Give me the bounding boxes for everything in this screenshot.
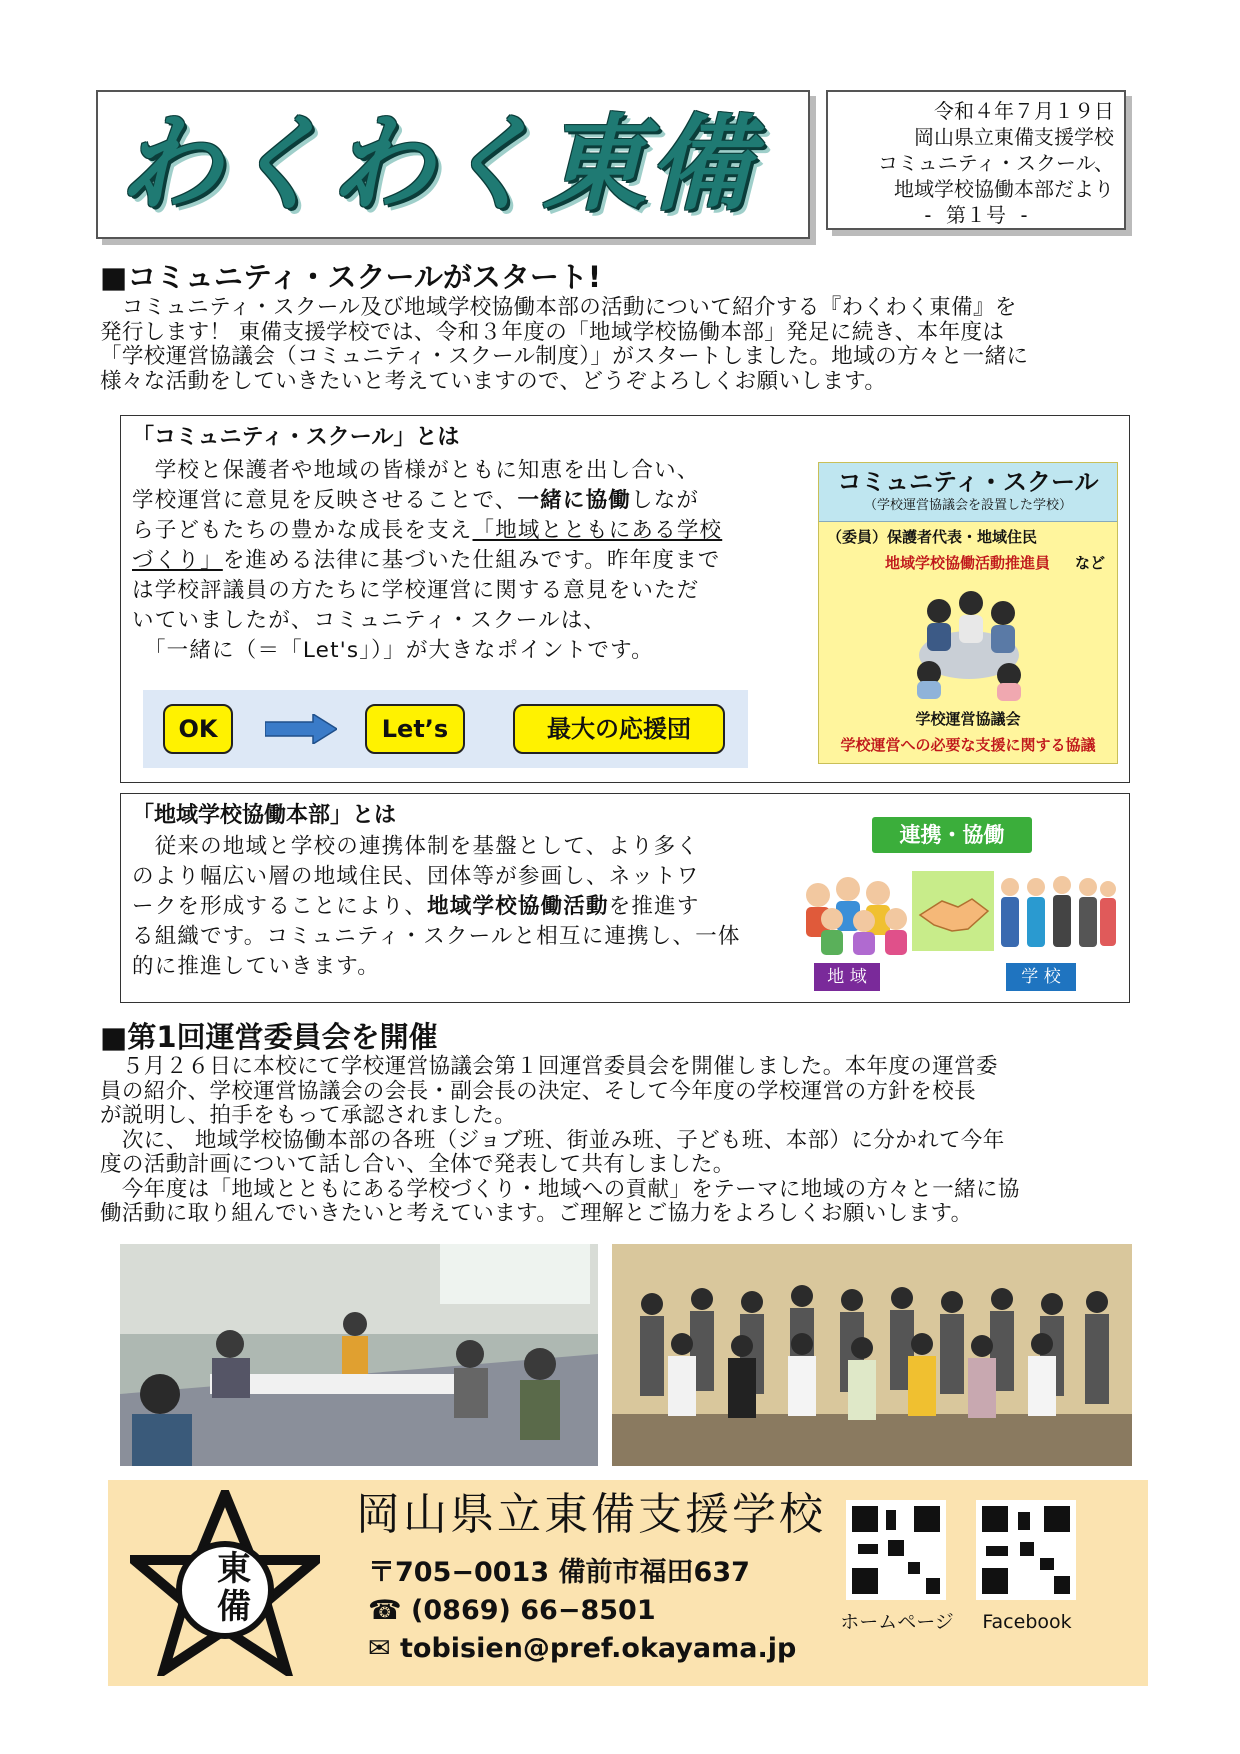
section2-line: が説明し、拍手をもって承認されました。	[100, 1103, 517, 1128]
cs-line	[132, 516, 812, 546]
logo-char: 備	[217, 1587, 251, 1627]
hq-line: る組織です。コミュニティ・スクールと相互に連携し、一体	[132, 924, 741, 949]
meeting-illustration-icon	[899, 581, 1039, 701]
section2-paragraph	[100, 1055, 1150, 1227]
section1-heading: ■コミュニティ・スクールがスタート!	[100, 260, 602, 294]
cs-line	[132, 486, 812, 516]
cs-line: は学校評議員の方たちに学校運営に関する意見をいただ	[132, 578, 700, 603]
community-people-icon	[800, 875, 910, 955]
footer-school-info	[108, 1480, 1148, 1686]
homepage-qr-code[interactable]	[846, 1500, 946, 1600]
hq-line: のより幅広い層の地域住民、団体等が参画し、ネットワ	[132, 864, 700, 889]
ok-label: OK	[163, 704, 233, 754]
community-school-text	[132, 456, 812, 666]
section2-line: 度の活動計画について話し合い、全体で発表して共有しました。	[100, 1152, 735, 1177]
masthead-title-box	[96, 90, 810, 239]
cs-line	[132, 546, 812, 576]
section2-line: 次に、 地域学校協働本部の各班（ジョブ班、街並み班、子ども班、本部）に分かれて今年	[100, 1127, 1005, 1153]
footer-email[interactable]: ✉ tobisien@pref.okayama.jp	[368, 1633, 797, 1664]
cs-panel-council-desc: 学校運営への必要な支援に関する協議	[840, 736, 1096, 754]
lets-label: Let’s	[365, 704, 465, 754]
cs-emphasis: 一緒に協働	[517, 488, 631, 513]
masthead-title: わくわく東備	[118, 103, 755, 225]
section2-line: 員の紹介、学校運営協議会の会長・副会長の決定、そして今年度の学校運営の方針を校長	[100, 1078, 977, 1104]
cs-panel-promoter: 地域学校協働活動推進員	[885, 554, 1051, 572]
hq-line: 従来の地域と学校の連携体制を基盤として、より多く	[132, 834, 700, 859]
facebook-qr-label: Facebook	[982, 1611, 1072, 1633]
facebook-qr-code[interactable]	[976, 1500, 1076, 1600]
cs-line: いていましたが、コミュニティ・スクールは、	[132, 608, 607, 633]
section2-line: ５月２６日に本校にて学校運営協議会第１回運営委員会を開催しました。本年度の運営委	[100, 1054, 998, 1079]
cs-line: 「一緒に（＝「Let's」）」が大きなポイントです。	[132, 638, 654, 663]
issue-date: 令和４年７月１９日	[934, 99, 1114, 123]
cs-text: 学校運営に意見を反映させることで、	[132, 488, 518, 513]
community-hq-text	[132, 832, 782, 982]
section2-line: 働活動に取り組んでいきたいと考えています。ご理解とご協力をよろしくお願いします。	[100, 1201, 973, 1226]
cs-panel-subtitle: （学校運営協議会を設置した学校）	[863, 498, 1072, 513]
cs-panel-etc: など	[1075, 554, 1106, 572]
handshake-icon	[912, 871, 994, 951]
cs-line: 学校と保護者や地域の皆様がともに知恵を出し合い、	[132, 458, 700, 483]
community-school-panel	[818, 462, 1118, 764]
issue-school: 岡山県立東備支援学校	[914, 125, 1114, 149]
hq-text: を推進す	[608, 894, 700, 919]
cs-text: しなが	[631, 488, 700, 513]
section1-line: 「学校運営協議会（コミュニティ・スクール制度）」がスタートしました。地域の方々と一緒に	[100, 344, 1029, 369]
meeting-photo	[120, 1244, 598, 1466]
community-school-title: 「コミュニティ・スクール」とは	[132, 425, 460, 450]
section2-line: 今年度は「地域とともにある学校づくり・地域への貢献」をテーマに地域の方々と一緒に協	[100, 1176, 1020, 1202]
cs-panel-header	[819, 463, 1117, 522]
section1-line: コミュニティ・スクール及び地域学校協働本部の活動について紹介する『わくわく東備』を	[100, 295, 1017, 320]
footer-school-name: 岡山県立東備支援学校	[356, 1489, 826, 1540]
section1-line: 様々な活動をしていきたいと考えていますので、どうぞよろしくお願いします。	[100, 368, 887, 394]
hq-text: ークを形成することにより、	[132, 894, 428, 919]
ok-lets-strip	[143, 690, 748, 768]
community-hq-title: 「地域学校協働本部」とは	[132, 803, 397, 828]
logo-char: 東	[217, 1549, 251, 1589]
section2-heading: ■第1回運営委員会を開催	[100, 1020, 438, 1054]
section1-line: 発行します！ 東備支援学校では、令和３年度の「地域学校協働本部」発足に続き、本年度は	[100, 319, 1005, 345]
cs-text: を進める法律に基づいた仕組みです。昨年度まで	[222, 548, 721, 573]
footer-phone: ☎ (0869) 66−8501	[368, 1595, 656, 1626]
hq-line	[132, 892, 782, 922]
hq-line: 的に推進していきます。	[132, 954, 380, 979]
issue-line3: コミュニティ・スクール、	[878, 151, 1114, 175]
school-logo-text	[200, 1550, 268, 1626]
cs-underlined: 「地域とともにある学校	[472, 518, 723, 543]
collaboration-figure	[800, 815, 1120, 995]
issue-number: - 第１号 -	[921, 203, 1031, 227]
issue-info-box	[826, 90, 1126, 230]
cs-text: ら子どもたちの豊かな成長を支え	[132, 518, 473, 543]
community-label: 地 域	[814, 963, 880, 991]
footer-address: 〒705−0013 備前市福田637	[368, 1557, 750, 1588]
homepage-qr-label: ホームページ	[840, 1611, 954, 1633]
cs-underlined: づくり」	[132, 548, 223, 573]
school-label: 学 校	[1006, 963, 1076, 991]
group-photo	[612, 1244, 1132, 1466]
school-staff-icon	[996, 875, 1116, 955]
cs-panel-members: （委員）保護者代表・地域住民	[827, 528, 1038, 546]
biggest-supporters-label: 最大の応援団	[513, 704, 725, 754]
cs-panel-title: コミュニティ・スクール	[837, 468, 1099, 496]
arrow-right-icon	[265, 714, 337, 744]
collaboration-badge: 連携・協働	[872, 817, 1032, 853]
hq-emphasis: 地域学校協働活動	[427, 894, 609, 919]
cs-panel-council: 学校運営協議会	[915, 710, 1021, 728]
section1-paragraph	[100, 296, 1150, 394]
issue-line4: 地域学校協働本部だより	[894, 177, 1114, 201]
